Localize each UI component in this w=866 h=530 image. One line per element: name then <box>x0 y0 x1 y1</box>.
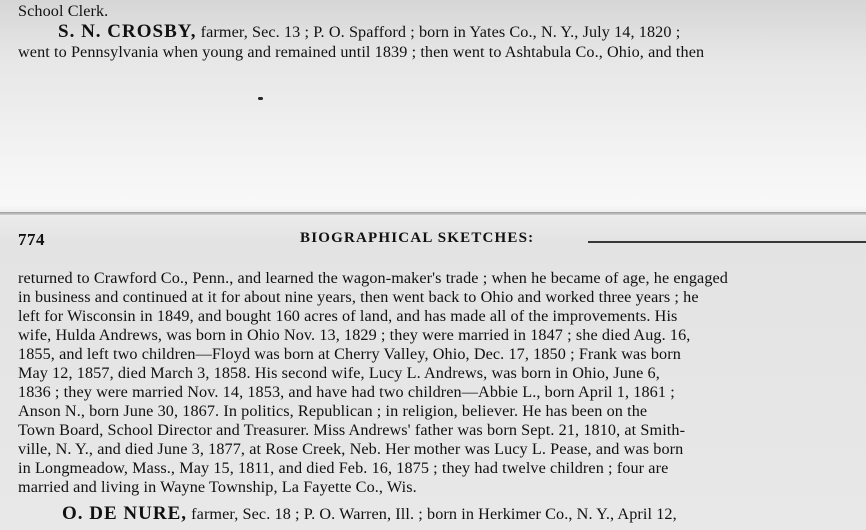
body-line: Town Board, School Director and Treasurer. Miss Andrews' father was born Sept. 21, 1810, at Smith- <box>18 421 686 439</box>
school-clerk-line: School Clerk. <box>18 2 109 20</box>
body-line: married and living in Wayne Township, La Fayette Co., Wis. <box>18 478 417 496</box>
body-line: returned to Crawford Co., Penn., and learned the wagon-maker's trade ; when he became of age, he engaged <box>18 269 729 287</box>
page-number: 774 <box>18 230 45 249</box>
body-line: Anson N., born June 30, 1867. In politics, Republican ; in religion, believer. He has been on the <box>18 402 648 420</box>
body-line: in business and continued at it for about nine years, then went back to Ohio and worked three years ; he <box>18 288 699 306</box>
body-line: 1836 ; they were married Nov. 14, 1853, and have had two children—Abbie L., born April 1, 1861 ; <box>18 383 675 401</box>
running-head: BIOGRAPHICAL SKETCHES: <box>300 230 535 246</box>
de-nure-name: O. DE NURE, <box>62 503 188 524</box>
body-line: ville, N. Y., and died June 3, 1877, at Rose Creek, Neb. Her mother was Lucy L. Pease, and was born <box>18 440 684 458</box>
crosby-entry-line-1 <box>58 22 680 42</box>
page-edge <box>0 212 866 215</box>
body-line: left for Wisconsin in 1849, and bought 160 acres of land, and has made all of the improvements. His <box>18 307 678 325</box>
body-line: in Longmeadow, Mass., May 15, 1811, and died Feb. 16, 1875 ; they had twelve children ; four are <box>18 459 669 477</box>
ink-speck <box>258 97 263 100</box>
de-nure-entry-line-1 <box>62 504 677 524</box>
crosby-name: S. N. CROSBY, <box>58 21 197 42</box>
de-nure-line-1-text: farmer, Sec. 18 ; P. O. Warren, Ill. ; born in Herkimer Co., N. Y., April 12, <box>187 505 677 523</box>
running-head-rule <box>588 241 866 243</box>
crosby-line-1-text: farmer, Sec. 13 ; P. O. Spafford ; born in Yates Co., N. Y., July 14, 1820 ; <box>196 23 681 41</box>
body-line: 1855, and left two children—Floyd was born at Cherry Valley, Ohio, Dec. 17, 1850 ; Frank was born <box>18 345 681 363</box>
crosby-entry-line-2: went to Pennsylvania when young and remained until 1839 ; then went to Ashtabula Co., Ohio, and then <box>18 43 705 61</box>
body-line: wife, Hulda Andrews, was born in Ohio Nov. 13, 1829 ; they were married in 1847 ; she died Aug. 16, <box>18 326 691 344</box>
body-line: May 12, 1857, died March 3, 1858. His second wife, Lucy L. Andrews, was born in Ohio, June 6, <box>18 364 660 382</box>
